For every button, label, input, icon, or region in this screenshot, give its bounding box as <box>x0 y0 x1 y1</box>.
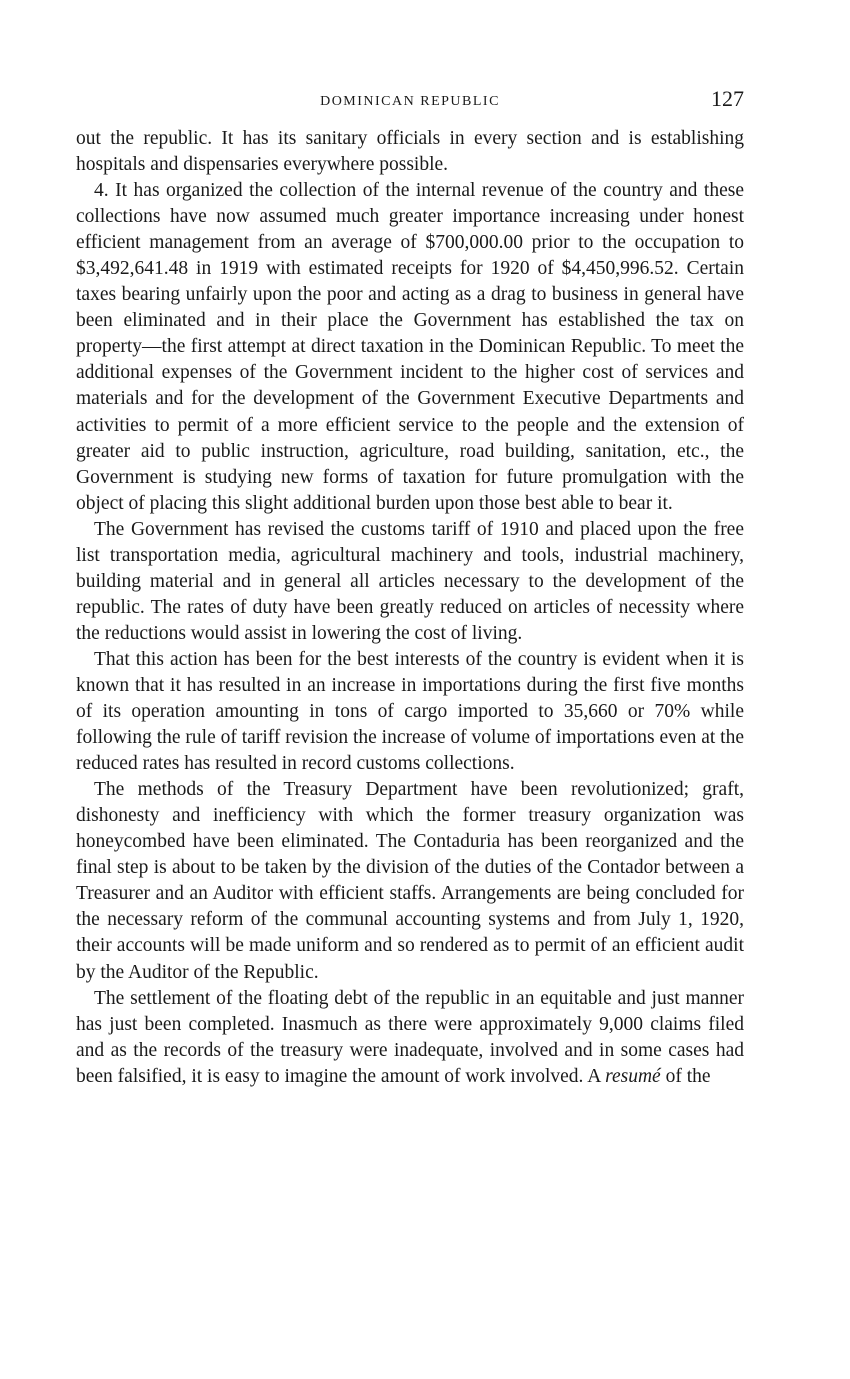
paragraph-6-text-end: of the <box>660 1065 711 1087</box>
paragraph-1: out the republic. It has its sanitary officials in every section and is establishing hospitals and dispensaries everywhere possible. <box>76 128 744 176</box>
paragraph-3: The Government has revised the customs tariff of 1910 and placed upon the free list transportation media, agricultural machinery and tools, industrial machinery, building material and in general all articles necessary to the development of the republic. The rates of duty have been greatly reduced on articles of necessity where the reductions would assist in lowering the cost of living. <box>76 518 744 644</box>
body-text <box>76 126 744 1090</box>
running-head <box>76 82 744 116</box>
paragraph-4: That this action has been for the best interests of the country is evident when it is known that it has resulted in an increase in importations during the first five months of its operation amounting in tons of cargo imported to 35,660 or 70% while following the rule of tariff revision the increase of volume of importations even at the reduced rates has resulted in record customs collections. <box>76 648 744 775</box>
paragraph-6-italic-word: resumé <box>605 1065 661 1087</box>
page-number: 127 <box>711 86 744 111</box>
book-page <box>76 82 744 1090</box>
running-title: DOMINICAN REPUBLIC <box>320 94 500 109</box>
paragraph-2: 4. It has organized the collection of the internal revenue of the country and these collections have now assumed much greater importance increasing under honest efficient management from an average of $700,000.00 prior to the occupation to $3,492,641.48 in 1919 with estimated receipts for 1920 of $4,450,996.52. Certain taxes bearing unfairly upon the poor and acting as a drag to business in general have been eliminated and in their place the Government has established the tax on property—the first attempt at direct taxation in the Dominican Republic. To meet the additional expenses of the Government incident to the higher cost of services and materials and for the development of the Government Executive Departments and activities to permit of a more efficient service to the people and the extension of greater aid to public instruction, agriculture, road building, sanitation, etc., the Government is studying new forms of taxation for future promulgation with the object of placing this slight additional burden upon those best able to bear it. <box>76 180 744 514</box>
paragraph-6-text: The settlement of the floating debt of the republic in an equitable and just manner has just been completed. Inasmuch as there were approximately 9,000 claims filed and as the records of the treasury were inadequate, involved and in some cases had been falsified, it is easy to imagine the amount of work involved. A <box>76 987 744 1087</box>
paragraph-6 <box>76 986 744 1090</box>
paragraph-5: The methods of the Treasury Department have been revolutionized; graft, dishonesty and inefficiency with which the former treasury organization was honeycombed have been eliminated. The Contaduria has been reorganized and the final step is about to be taken by the division of the duties of the Contador between a Treasurer and an Auditor with efficient staffs. Arrangements are being concluded for the necessary reform of the communal accounting systems and from July 1, 1920, their accounts will be made uniform and so rendered as to permit of an efficient audit by the Auditor of the Republic. <box>76 779 744 983</box>
